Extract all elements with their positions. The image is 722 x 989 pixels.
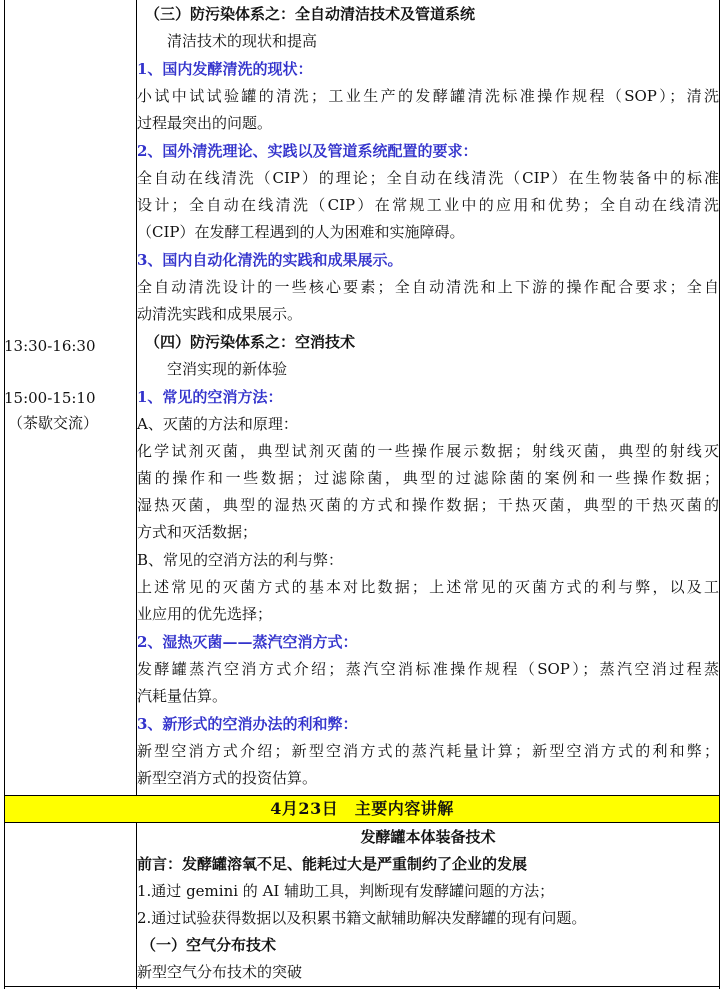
section4-item1-title: 1、常见的空消方法： [137,388,283,406]
section4-a-text: 方式和灭活数据； [137,523,258,541]
section3-item1-title: 1、国内发酵清洗的现状： [137,60,313,78]
section3-item2-text: 设计；全自动在线清洗（CIP）在常规工业中的应用和优势；全自动在线清洗 [137,196,719,214]
section4-item3-title: 3、新形式的空消办法的利和弊： [137,715,358,733]
section4-a-text: 菌的操作和一些数据；过滤除菌，典型的过滤除菌的案例和一些操作数据； [137,469,719,487]
section3-subtitle: 清洁技术的现状和提高 [167,32,318,50]
day-band-title: 4月23日 主要内容讲解 [270,799,454,818]
section4-item2-title: 2、湿热灭菌——蒸汽空消方式： [137,633,358,651]
day2-sub1-text: 新型空气分布技术的突破 [137,963,303,981]
section4-b-text: 上述常见的灭菌方式的基本对比数据；上述常见的灭菌方式的利与弊，以及工 [137,578,719,596]
section4-heading: （四）防污染体系之：空消技术 [145,333,356,351]
section4-item3-text: 新型空消方式介绍；新型空消方式的蒸汽耗量计算；新型空消方式的利和弊； [137,742,719,760]
section3-item2-title: 2、国外清洗理论、实践以及管道系统配置的要求： [137,142,478,160]
day2-point-1: 1.通过 gemini 的 AI 辅助工具，判断现有发酵罐问题的方法； [137,882,555,900]
section3-item1-text: 过程最突出的问题。 [137,114,273,132]
section4-item2-text: 汽耗量估算。 [137,687,228,705]
section4-a-text: 湿热灭菌，典型的湿热灭菌的方式和操作数据；干热灭菌，典型的干热灭菌的 [137,496,719,514]
section3-item3-title: 3、国内自动化清洗的实践和成果展示。 [137,251,403,269]
table-border-bottom [4,986,720,987]
section4-subtitle: 空消实现的新体验 [167,360,288,378]
section4-a-text: 化学试剂灭菌，典型试剂灭菌的一些操作展示数据；射线灭菌，典型的射线灭 [137,442,719,460]
day2-preface: 前言：发酵罐溶氧不足、能耗过大是严重制约了企业的发展 [137,855,528,873]
section3-item1-text: 小试中试试验罐的清洗；工业生产的发酵罐清洗标准操作规程（SOP）；清洗 [137,87,719,105]
section4-item3-text: 新型空消方式的投资估算。 [137,769,318,787]
section3-item3-text: 全自动清洗设计的一些核心要素；全自动清洗和上下游的操作配合要求；全自 [137,278,719,296]
table-row-border [4,822,720,823]
day2-sub1-heading: （一）空气分布技术 [141,936,277,954]
table-border-right [719,0,720,989]
day2-point-2: 2.通过试验获得数据以及积累书籍文献辅助解决发酵罐的现有问题。 [137,909,587,927]
table-border-left [4,0,5,989]
time-main: 13:30-16:30 [4,337,96,355]
section4-b-text: 业应用的优先选择； [137,605,273,623]
day2-title: 发酵罐本体装备技术 [360,828,496,846]
section3-heading: （三）防污染体系之：全自动清洁技术及管道系统 [145,5,476,23]
section3-item3-text: 动清洗实践和成果展示。 [137,305,303,323]
section4-b-title: B、常见的空消方法的利与弊： [137,551,344,569]
time-break: 15:00-15:10 [4,389,96,407]
section3-item2-text: （CIP）在发酵工程遇到的人为困难和实施障碍。 [137,223,465,241]
section4-item2-text: 发酵罐蒸汽空消方式介绍；蒸汽空消标准操作规程（SOP）；蒸汽空消过程蒸 [137,660,719,678]
section3-item2-text: 全自动在线清洗（CIP）的理论；全自动在线清洗（CIP）在生物装备中的标准 [137,169,719,187]
section4-a-title: A、灭菌的方法和原理： [137,415,298,433]
break-label: （茶歇交流） [8,414,99,432]
